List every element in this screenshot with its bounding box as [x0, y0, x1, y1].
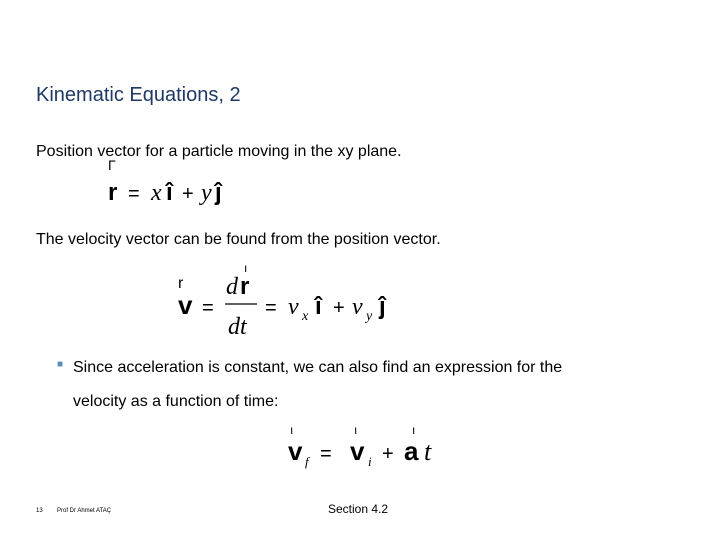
svg-text:y: y	[201, 180, 212, 206]
svg-text:+: +	[333, 297, 345, 319]
section-label: Section 4.2	[328, 502, 389, 516]
svg-text:ı: ı	[290, 423, 294, 437]
svg-text:v: v	[288, 436, 303, 466]
svg-text:î: î	[166, 179, 173, 206]
slide-title: Kinematic Equations, 2	[36, 84, 241, 106]
svg-text:=: =	[202, 297, 214, 319]
velocity-time-equation	[282, 420, 452, 472]
svg-text:ı: ı	[412, 423, 416, 437]
svg-text:i: i	[368, 454, 372, 469]
svg-text:y: y	[366, 309, 373, 324]
svg-text:a: a	[404, 436, 419, 466]
author-name: Prof Dr Ahmet ATAÇ	[57, 508, 112, 514]
position-equation	[100, 160, 240, 210]
svg-text:r: r	[178, 275, 184, 292]
svg-text:î: î	[315, 293, 322, 320]
svg-text:r: r	[108, 179, 118, 206]
svg-text:t: t	[424, 437, 432, 466]
svg-text:f: f	[305, 454, 309, 469]
svg-text:ĵ: ĵ	[379, 293, 386, 320]
svg-text:r: r	[240, 273, 250, 300]
svg-text:v: v	[350, 436, 365, 466]
bullet-text-line1: Since acceleration is constant, we can also find an expression for the	[73, 359, 563, 376]
svg-text:Γ: Γ	[108, 160, 116, 173]
svg-text:v: v	[178, 290, 193, 320]
svg-text:d: d	[226, 274, 238, 300]
svg-text:x: x	[302, 309, 309, 324]
velocity-equation	[170, 262, 410, 342]
svg-text:ı: ı	[244, 262, 248, 275]
velocity-vector-text: The velocity vector can be found from the position vector.	[36, 231, 441, 248]
svg-text:ı: ı	[354, 423, 358, 437]
svg-text:x: x	[151, 180, 162, 206]
svg-text:+: +	[182, 183, 194, 205]
bullet-marker: ■	[57, 359, 64, 370]
svg-text:v: v	[352, 294, 363, 320]
page-number: 13	[36, 508, 43, 514]
bullet-text-line2: velocity as a function of time:	[73, 393, 279, 410]
svg-text:+: +	[382, 443, 394, 465]
svg-text:=: =	[265, 297, 277, 319]
svg-text:=: =	[320, 443, 332, 465]
svg-text:ĵ: ĵ	[215, 179, 222, 206]
svg-text:=: =	[128, 183, 140, 205]
svg-text:v: v	[288, 294, 299, 320]
position-vector-text: Position vector for a particle moving in the xy plane.	[36, 143, 402, 160]
svg-text:dt: dt	[228, 314, 247, 340]
